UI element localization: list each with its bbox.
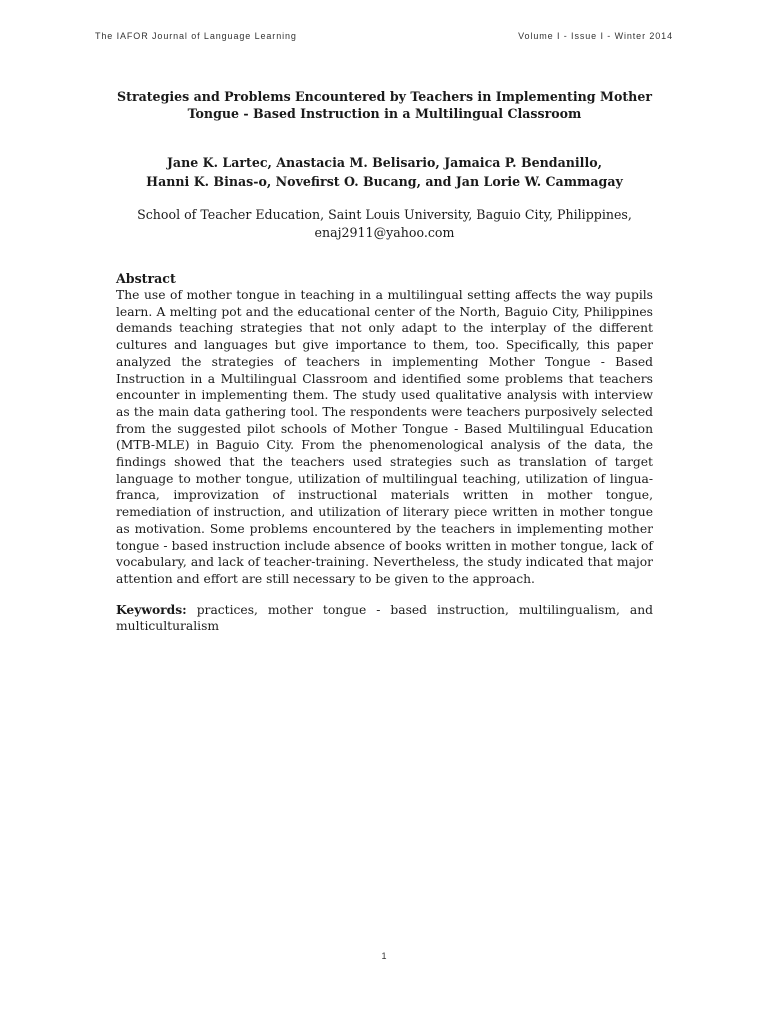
- issue-info: Volume I - Issue I - Winter 2014: [518, 31, 673, 41]
- affiliation: School of Teacher Education, Saint Louis University, Baguio City, Philippines,: [137, 207, 632, 222]
- authors-line-1: Jane K. Lartec, Anastacia M. Belisario, Jamaica P. Bendanillo,: [166, 155, 603, 170]
- abstract-heading: Abstract: [116, 271, 176, 286]
- keywords-label: Keywords:: [116, 601, 187, 617]
- page-number: 1: [381, 951, 387, 961]
- title-line-2: Tongue - Based Instruction in a Multilingual Classroom: [187, 106, 582, 121]
- affiliation-block: [116, 206, 653, 242]
- title-line-1: Strategies and Problems Encountered by Teachers in Implementing Mother: [117, 89, 652, 104]
- abstract-body: The use of mother tongue in teaching in a multilingual setting affects the way pupils learn. A melting pot and the educational center of the North, Baguio City, Philippines demands teaching strategies that not only adapt to the interplay of the different cultures and languages but give importance to them, too. Specifically, this paper analyzed the strategies of teachers in implementing Mother Tongue - Based Instruction in a Multilingual Classroom and identified some problems that teachers encounter in implementing them. The study used qualitative analysis with interview as the main data gathering tool. The respondents were teachers purposively selected from the suggested pilot schools of Mother Tongue - Based Multilingual Education (MTB-MLE) in Baguio City. From the phenomenological analysis of the data, the findings showed that the teachers used strategies such as translation of target language to mother tongue, utilization of multilingual teaching, utilization of lingua-franca, improvization of instructional materials written in mother tongue, remediation of instruction, and utilization of literary piece written in mother tongue as motivation. Some problems encountered by the teachers in implementing mother tongue - based instruction include absence of books written in mother tongue, lack of vocabulary, and lack of teacher-training. Nevertheless, the study indicated that major attention and effort are still necessary to be given to the approach.: [116, 288, 653, 586]
- keywords-paragraph: [116, 602, 653, 635]
- keywords-text: practices, mother tongue - based instruction, multilingualism, and multiculturalism: [116, 602, 653, 634]
- journal-name: The IAFOR Journal of Language Learning: [95, 31, 297, 41]
- authors-line-2: Hanni K. Binas-o, Novefirst O. Bucang, and Jan Lorie W. Cammagay: [146, 174, 623, 189]
- author-email: enaj2911@yahoo.com: [314, 225, 455, 240]
- paper-title: [116, 88, 653, 122]
- running-header: [95, 31, 673, 45]
- paper-content: [116, 88, 653, 635]
- author-list: [116, 153, 653, 191]
